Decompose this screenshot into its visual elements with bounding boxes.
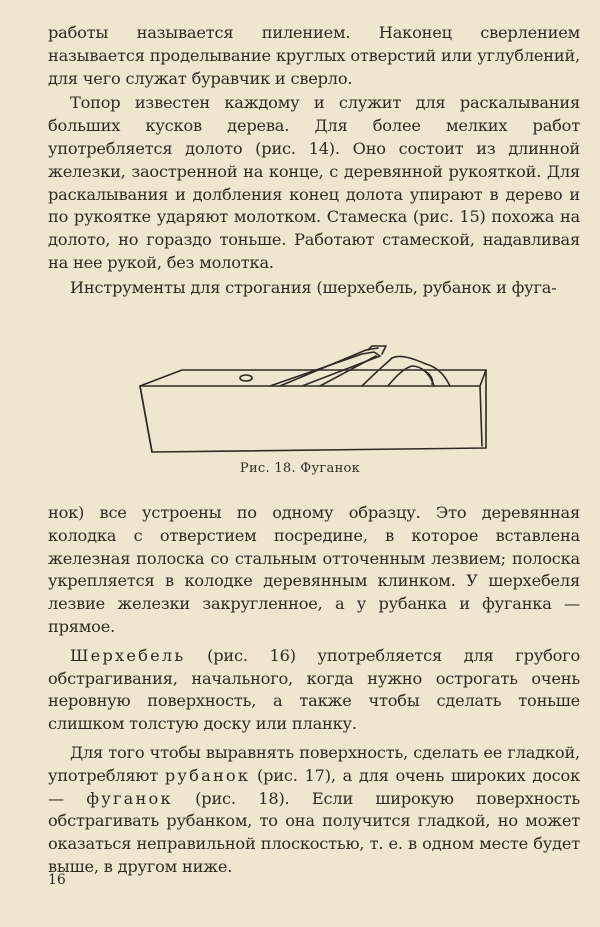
top-text-block: [48, 22, 580, 300]
smoothing-text-b: (рис. 17), а для очень широких досок —: [48, 765, 580, 808]
paragraph-plane-construction: нок) все устроены по одному образцу. Это деревянная колодка с отверстием посредине, в которое вставлена железная полоска со стальным отточенным лезвием; полоска укрепляется в колодке деревянным клинком. У шерхебеля лезвие железки закругленное, а у рубанка и фуганка — прямое.: [48, 503, 580, 636]
smoothing-text-c: (рис. 18). Если широкую поверхность обстрагивать рубанком, то она получится гладкой, но может оказаться неправильной плоскостью, т. е. в одном месте будет выше, в другом ниже.: [48, 788, 580, 876]
figure-caption: Рис. 18. Фуганок: [239, 461, 361, 476]
paragraph-scrub-plane: [48, 645, 580, 736]
scrub-plane-description: (рис. 16) употребляется для грубого обстрагивания, начального, когда нужно острогать очень неровную поверхность, а также чтобы сделать тоньше слишком толстую доску или планку.: [48, 645, 580, 734]
page-number: 16: [48, 872, 66, 888]
paragraph-smoothing-jointer: [48, 742, 580, 879]
bottom-text-block: [48, 502, 580, 879]
plane-blade: [270, 352, 380, 386]
paragraph-axe-chisel: Топор известен каждому и служит для раскалывания больших кусков дерева. Для более мелких работ употребляется долото (рис. 14). Оно состоит из длинной железки, заостренной на конце, с деревянной рукояткой. Для раскалывания и долбления конец долота упирают в дерево и по рукоятке ударяют молотком. Стамеска (рис. 15) похожа на долото, но гораздо тоньше. Работают стамеской, надавливая на нее рукой, без молотка.: [48, 93, 580, 272]
jointer-plane-illustration: [130, 328, 500, 468]
paragraph-planing-tools-start: Инструменты для строгания (шерхебель, рубанок и фуга-: [70, 277, 557, 297]
term-scrub-plane: Шерхебель: [70, 645, 186, 665]
plane-handle: [362, 356, 450, 386]
term-smoothing-plane: рубанок: [164, 765, 251, 785]
paragraph-sawing-drilling: работы называется пилением. Наконец сверлением называется проделывание круглых отверстий или углублений, для чего служат буравчик и сверло.: [48, 23, 580, 88]
smoothing-text-a: Для того чтобы выравнять поверхность, сделать ее гладкой, употребляют: [48, 742, 580, 785]
term-jointer-plane: фуганок: [86, 788, 173, 808]
